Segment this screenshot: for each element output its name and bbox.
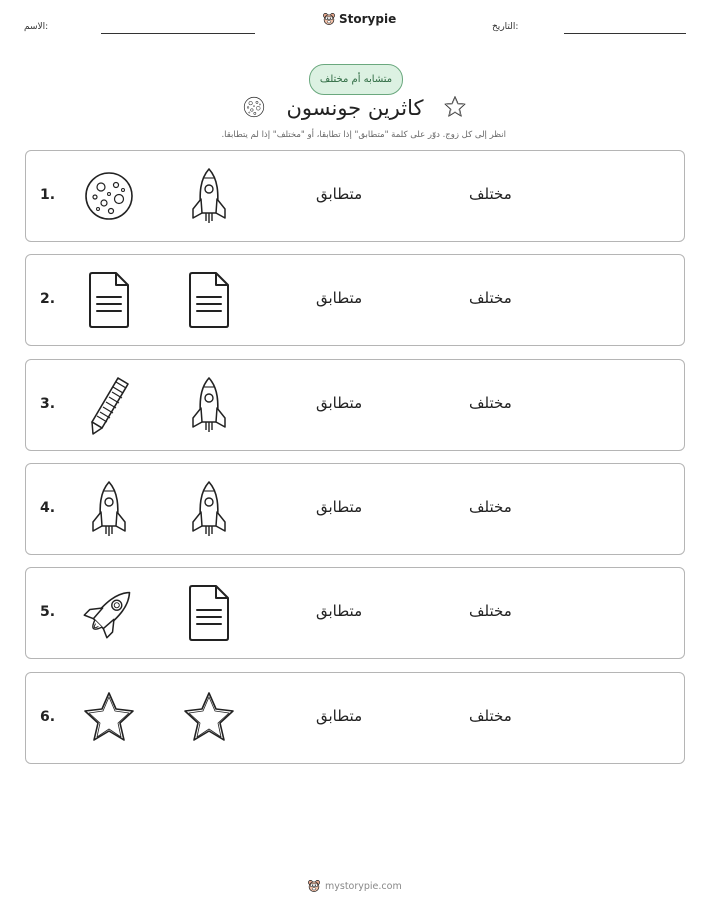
worksheet-header (0, 0, 709, 50)
star-icon (76, 685, 142, 751)
bear-icon (322, 12, 336, 26)
rocket-icon (176, 476, 242, 542)
different-option[interactable]: مختلف (469, 289, 512, 307)
moon-icon (76, 163, 142, 229)
different-option[interactable]: مختلف (469, 498, 512, 516)
question-number: 6. (40, 709, 56, 725)
moon-icon (240, 93, 268, 125)
same-option[interactable]: متطابق (316, 707, 363, 725)
star-icon (176, 685, 242, 751)
worksheet-title: كاثرين جونسون (286, 96, 424, 120)
document-icon (76, 267, 142, 333)
instructions: انظر إلى كل زوج. دوّر على كلمة "متطابق" إذا تطابقا، أو "مختلف" إذا لم يتطابقا. (221, 130, 506, 140)
name-label: الاسم: (24, 22, 49, 32)
question-row (25, 672, 685, 764)
question-number: 4. (40, 500, 56, 516)
bear-icon (307, 879, 321, 893)
brand-name: Storypie (339, 12, 397, 26)
question-number: 5. (40, 604, 56, 620)
name-line[interactable] (101, 33, 255, 34)
question-number: 1. (40, 187, 56, 203)
different-option[interactable]: مختلف (469, 707, 512, 725)
star-icon (441, 93, 469, 125)
footer (307, 879, 402, 893)
question-number: 2. (40, 291, 56, 307)
question-row (25, 254, 685, 346)
brand-logo (322, 12, 396, 26)
question-row (25, 463, 685, 555)
rocket-icon (176, 372, 242, 438)
footer-website: mystorypie.com (325, 880, 402, 892)
question-row (25, 359, 685, 451)
question-row (25, 567, 685, 659)
document-icon (176, 267, 242, 333)
question-row (25, 150, 685, 242)
topic-badge: متشابه أم مختلف (309, 64, 403, 95)
rocket-icon (176, 163, 242, 229)
different-option[interactable]: مختلف (469, 602, 512, 620)
same-option[interactable]: متطابق (316, 185, 363, 203)
date-label: التاريخ: (492, 22, 519, 32)
rocket-icon (76, 476, 142, 542)
document-icon (176, 580, 242, 646)
different-option[interactable]: مختلف (469, 394, 512, 412)
date-line[interactable] (564, 33, 686, 34)
pencil-icon (76, 372, 142, 438)
rocket-flying-icon (76, 580, 142, 646)
same-option[interactable]: متطابق (316, 394, 363, 412)
same-option[interactable]: متطابق (316, 498, 363, 516)
same-option[interactable]: متطابق (316, 289, 363, 307)
same-option[interactable]: متطابق (316, 602, 363, 620)
different-option[interactable]: مختلف (469, 185, 512, 203)
question-number: 3. (40, 396, 56, 412)
